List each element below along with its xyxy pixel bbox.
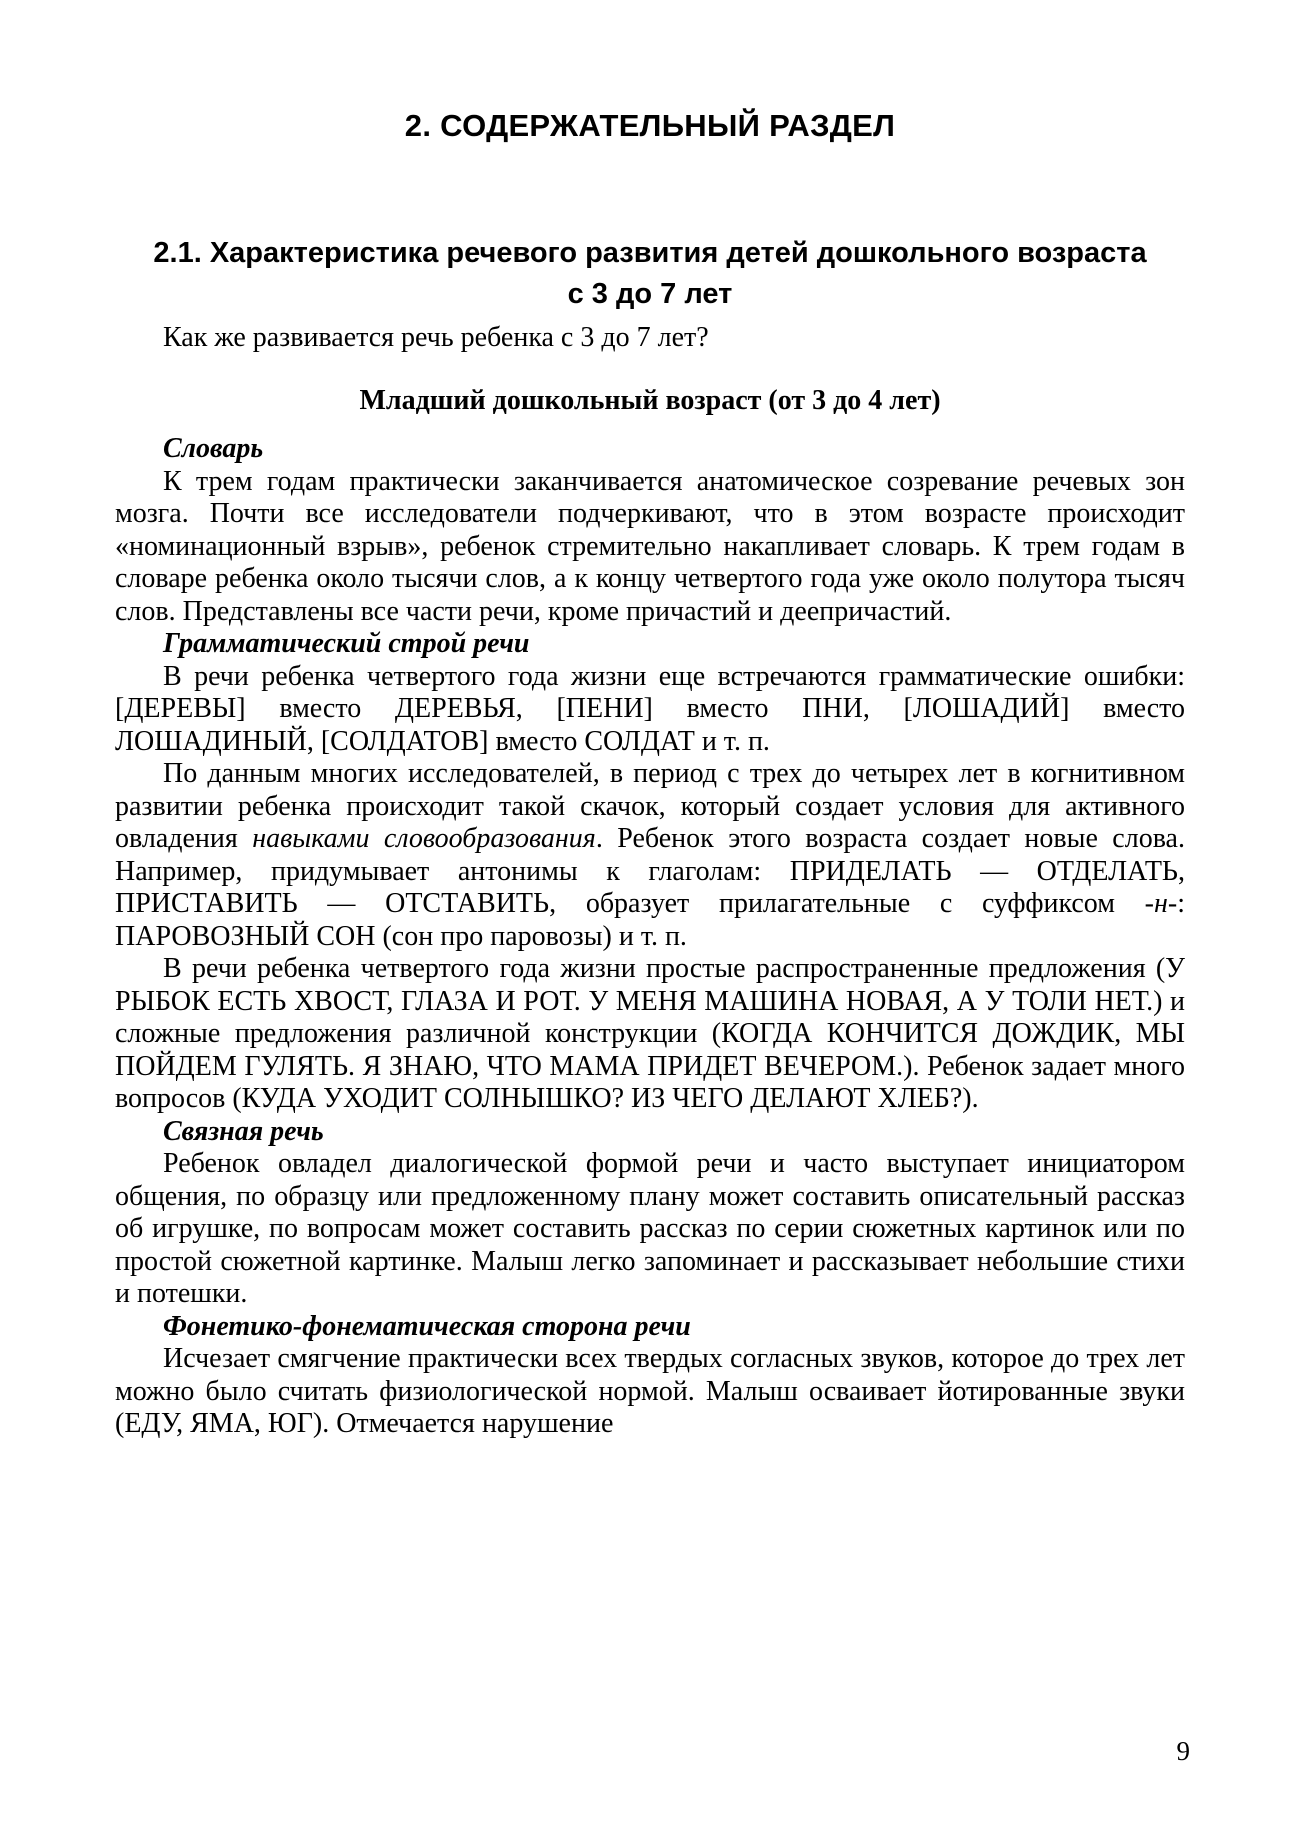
section-title-line1: 2.1. Характеристика речевого развития детей дошкольного возраста xyxy=(153,237,1147,269)
text-segment: Как же развивается речь ребенка с 3 до 7 лет? xyxy=(163,322,709,353)
text-segment-italic: -н- xyxy=(1144,888,1178,919)
text-segment: Младший дошкольный возраст (от 3 до 4 лет) xyxy=(359,384,941,416)
text-segment: Ребенок овладел диалогической формой речи и часто выступает инициатором общения, по образцу или предложенному плану может составить описательный рассказ об игрушке, по вопросам может составить рассказ по серии сюжетных картинок или по простой сюжетной картинке. Малыш легко запоминает и рассказывает небольшие стихи и потешки. xyxy=(115,1148,1185,1309)
run-in-heading xyxy=(115,628,1185,661)
paragraph xyxy=(115,953,1185,1116)
text-segment: Фонетико-фонематическая сторона речи xyxy=(163,1310,691,1342)
text-segment-italic: навыками словообразования xyxy=(252,823,596,854)
run-in-heading xyxy=(115,1311,1185,1344)
text-segment: В речи ребенка четвертого года жизни простые распространенные предложения (У РЫБОК ЕСТЬ ХВОСТ, ГЛАЗА И РОТ. У МЕНЯ МАШИНА НОВАЯ, А У ТОЛИ НЕТ.) и сложные предложения различной конструкции (КОГДА КОНЧИТСЯ ДОЖДИК, МЫ ПОЙДЕМ ГУЛЯТЬ. Я ЗНАЮ, ЧТО МАМА ПРИДЕТ ВЕЧЕРОМ.). Ребенок задает много вопросов (КУДА УХОДИТ СОЛНЫШКО? ИЗ ЧЕГО ДЕЛАЮТ ХЛЕБ?). xyxy=(115,953,1185,1114)
chapter-title: 2. СОДЕРЖАТЕЛЬНЫЙ РАЗДЕЛ xyxy=(404,108,896,143)
document-content xyxy=(115,322,1185,1441)
paragraph xyxy=(115,1148,1185,1311)
paragraph xyxy=(115,466,1185,629)
section-title-line2: с 3 до 7 лет xyxy=(567,278,733,310)
section-title xyxy=(115,233,1185,315)
paragraph xyxy=(115,1343,1185,1441)
run-in-heading xyxy=(115,433,1185,466)
text-segment: Исчезает смягчение практически всех твердых согласных звуков, которое до трех лет можно было считать физиологической нормой. Малыш осваивает йотированные звуки (ЕДУ, ЯМА, ЮГ). Отмечается нарушение xyxy=(115,1343,1185,1439)
page-number: 9 xyxy=(1176,1736,1190,1766)
paragraph xyxy=(115,322,1185,355)
paragraph xyxy=(115,758,1185,953)
text-segment: : ПАРОВОЗНЫЙ СОН (сон про паровозы) и т. п. xyxy=(115,888,1185,952)
text-segment: Грамматический строй речи xyxy=(163,628,530,659)
text-segment: Связная речь xyxy=(163,1115,324,1147)
paragraph xyxy=(115,661,1185,759)
text-segment: Словарь xyxy=(163,433,264,464)
run-in-heading xyxy=(115,1116,1185,1149)
text-segment: По данным многих исследователей, в период с трех до четырех лет в когнитивном развитии ребенка происходит такой скачок, который создает условия для активного овладения xyxy=(115,758,1185,854)
text-segment: К трем годам практически заканчивается анатомическое созревание речевых зон мозга. Почти все исследователи подчеркивают, что в этом возрасте происходит «номинационный взрыв», ребенок стремительно накапливает словарь. К трем годам в словаре ребенка около тысячи слов, а к концу четвертого года уже около полутора тысяч слов. Представлены все части речи, кроме причастий и деепричастий. xyxy=(115,465,1185,627)
subheading xyxy=(115,385,1185,418)
text-segment: . Ребенок этого возраста создает новые слова. Например, придумывает антонимы к глаголам: ПРИДЕЛАТЬ — ОТДЕЛАТЬ, ПРИСТАВИТЬ — ОТСТАВИТЬ, образует прилагательные с суффиксом xyxy=(115,823,1185,919)
text-segment: В речи ребенка четвертого года жизни еще встречаются грамматические ошибки: [ДЕРЕВЫ] вместо ДЕРЕВЬЯ, [ПЕНИ] вместо ПНИ, [ЛОШАДИЙ] вместо ЛОШАДИНЫЙ, [СОЛДАТОВ] вместо СОЛДАТ и т. п. xyxy=(115,660,1185,757)
